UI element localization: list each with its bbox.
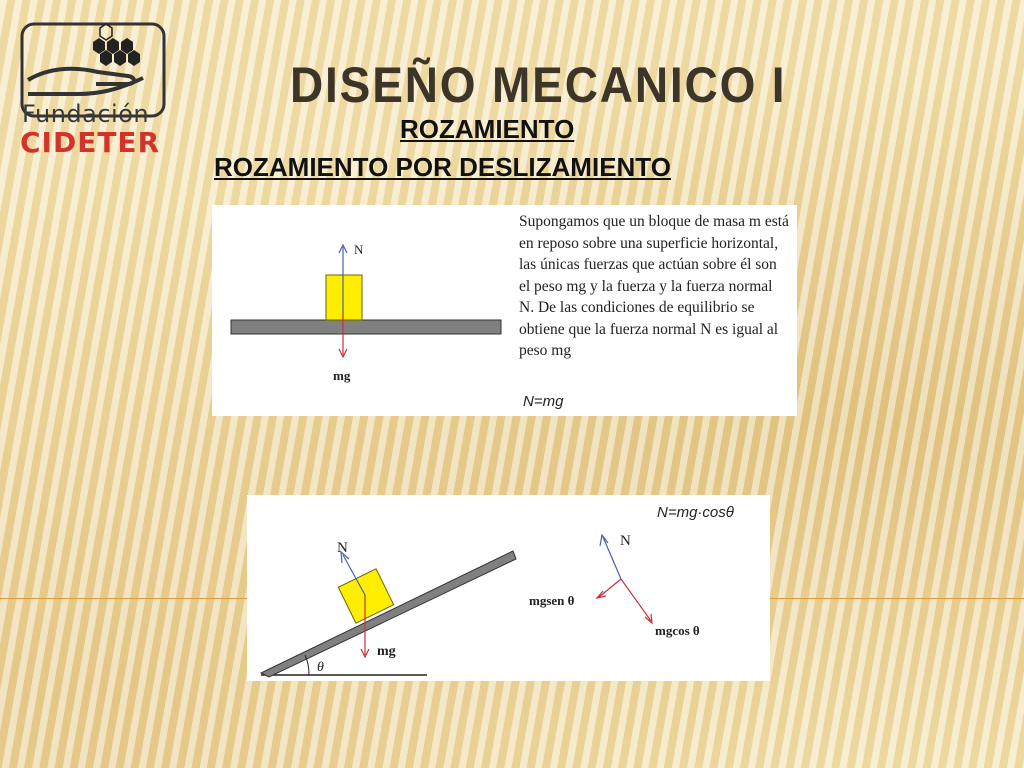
label-mg: mg xyxy=(377,644,396,659)
logo-text-cideter: CIDETER xyxy=(20,126,161,159)
subtitle-rozamiento: ROZAMIENTO xyxy=(400,114,575,144)
label-mg: mg xyxy=(333,368,351,383)
vector-n-label: N xyxy=(620,533,631,549)
vector-mgsen-arrow xyxy=(599,579,621,597)
equation-n-mgcos: N=mg·cosθ xyxy=(657,504,734,521)
inclined-plane-diagram xyxy=(247,495,770,681)
horizontal-block-diagram xyxy=(212,205,512,416)
vector-mgsen-label: mgsen θ xyxy=(529,593,575,608)
block xyxy=(326,275,362,320)
label-theta: θ xyxy=(317,660,324,675)
label-n: N xyxy=(354,242,364,257)
equation-n-mg: N=mg xyxy=(523,393,564,410)
explanation-text: Supongamos que un bloque de masa m está en reposo sobre una superficie horizontal, las únicas fuerzas que actúan sobre él son el peso mg y la fuerza y la fuerza normal N. De las condiciones de equilibrio se obtiene que la fuerza normal N es igual al peso mg xyxy=(519,213,789,359)
horizontal-friction-figure xyxy=(212,205,797,416)
slide-title: DISEÑO MECANICO I xyxy=(290,57,787,113)
inclined-plane-figure xyxy=(247,495,770,681)
vector-mgcos-label: mgcos θ xyxy=(655,623,700,638)
subtitle-deslizamiento: ROZAMIENTO POR DESLIZAMIENTO xyxy=(214,152,671,182)
vector-n-arrow xyxy=(603,537,621,579)
vector-mgcos-arrow xyxy=(621,579,651,621)
horizontal-surface xyxy=(231,320,501,334)
logo-text-fundacion: Fundación xyxy=(22,100,150,128)
label-n: N xyxy=(337,540,348,556)
